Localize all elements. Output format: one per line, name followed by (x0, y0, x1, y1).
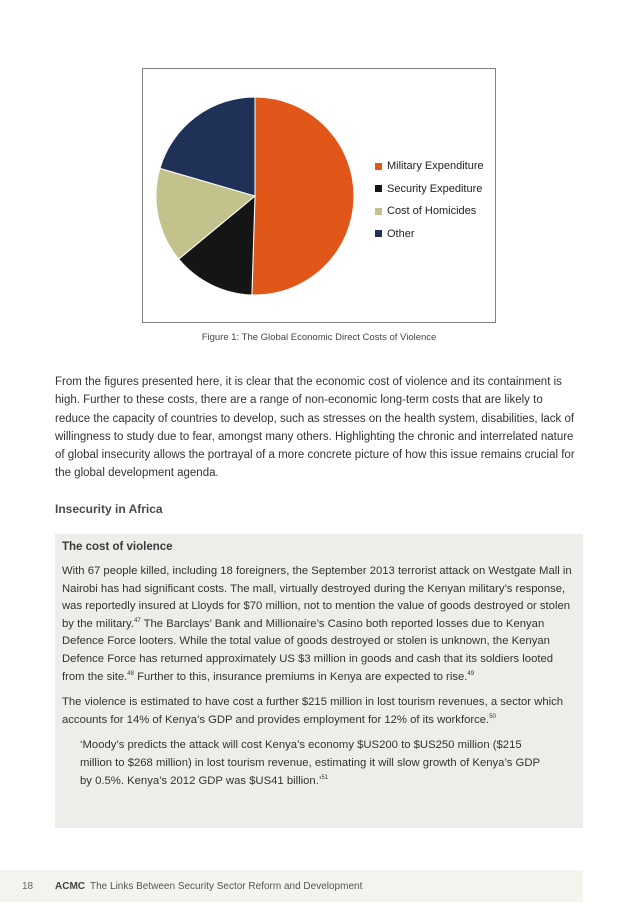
box-quote: ‘Moody’s predicts the attack will cost Kenya’s economy $US200 to $US250 million ($215 million to $268 million) in lost tourism revenue, estimating it will slow growth of Kenya’s GDP by 0.5%. Kenya’s 2012 GDP was $US41 billion.’$^{51}$ (80, 739, 540, 787)
legend-item (375, 178, 484, 201)
figure-chart (142, 68, 496, 323)
figure-caption: Figure 1: The Global Economic Direct Costs of Violence (201, 332, 437, 343)
footer-title: The Links Between Security Sector Reform and Development (90, 881, 363, 892)
page-number: 18 (22, 881, 34, 892)
legend-item (375, 155, 484, 178)
legend-swatch (375, 208, 382, 215)
footnote-ref: 51 (321, 774, 329, 781)
legend-swatch (375, 163, 382, 170)
footnote-ref: 49 (467, 670, 475, 677)
body-paragraph: From the figures presented here, it is clear that the economic cost of violence and its containment is high. Further to these costs, there are a range of non-economic long-term costs that are likely to reduce the capacity of countries to develop, such as stresses on the health system, disabilities, lack of willingness to study due to fear, amongst many others. Highlighting the chronic and interrelated nature of global insecurity allows the portrayal of a more concrete picture of how this issue remains crucial for the global development agenda. (55, 376, 575, 480)
pie-slice-military-expenditure (252, 97, 354, 295)
legend-label: Cost of Homicides (387, 205, 477, 218)
footnote-ref: 50 (489, 713, 496, 720)
legend-swatch (375, 185, 382, 192)
box-title: The cost of violence (62, 541, 173, 553)
legend-item (375, 200, 484, 223)
legend-label: Security Expediture (387, 182, 483, 195)
footer-brand: ACMC (55, 881, 85, 892)
box-paragraph-2: The violence is estimated to have cost a further $215 million in lost tourism revenues, a sector which accounts for 14% of Kenya’s GDP and provides employment for 12% of its workforce.$^{50}$ (62, 696, 564, 726)
legend-label: Military Expenditure (387, 160, 484, 173)
legend-swatch (375, 230, 382, 237)
footnote-ref: 48 (127, 670, 134, 677)
box-paragraph-1: With 67 people killed, including 18 foreigners, the September 2013 terrorist attack on Westgate Mall in Nairobi has had significant costs. The mall, virtually destroyed during the Kenyan military’s response, was reportedly insured at Lloyds for $70 million, not to mention the value of goods destroyed or stolen by the military.$^{47}$ The Barclays’ Bank and Millionaire’s Casino both reported losses due to Kenyan Defence Force looters. While the total value of goods destroyed or stolen is unknown, the Kenyan Defence Force has returned approximately US $3 million in goods and cash that its soldiers looted from the site.$^{48}$ Further to this, insurance premiums in Kenya are expected to rise.$^{49}$ (62, 565, 572, 683)
case-study-box (55, 534, 583, 828)
footnote-ref: 47 (133, 618, 141, 625)
legend-item (375, 223, 484, 246)
chart-legend (375, 155, 484, 245)
section-heading: Insecurity in Africa (55, 502, 163, 516)
legend-label: Other (387, 227, 415, 240)
